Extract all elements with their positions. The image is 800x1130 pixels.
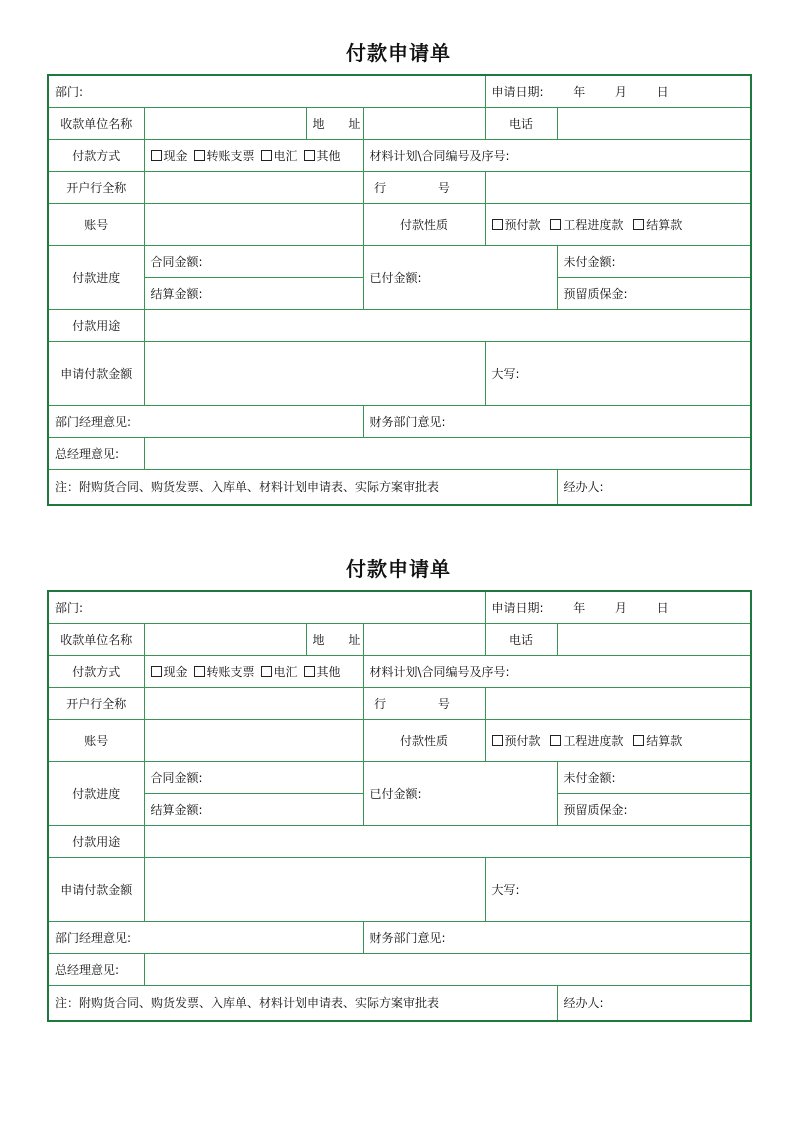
unpaid-amount-field[interactable] — [557, 245, 751, 277]
form-table — [47, 590, 752, 1022]
contract-amount-label: 合同金额: — [150, 770, 203, 785]
apply-date-field[interactable] — [485, 75, 751, 107]
contract-ref-field[interactable] — [363, 139, 751, 171]
bank-name-label: 开户行全称 — [48, 171, 144, 203]
form-title: 付款申请单 — [346, 557, 451, 581]
phone-label: 电话 — [485, 623, 557, 655]
date-day: 日 — [656, 84, 669, 99]
unpaid-amount-label: 未付金额: — [563, 254, 616, 269]
payee-label: 收款单位名称 — [48, 107, 144, 139]
phone-value[interactable] — [557, 623, 751, 655]
pay-method-options — [144, 655, 363, 687]
date-day: 日 — [656, 600, 669, 615]
dept-manager-label: 部门经理意见: — [55, 930, 132, 945]
paid-amount-field[interactable] — [363, 245, 557, 309]
bank-name-value[interactable] — [144, 171, 363, 203]
pay-nature-settlement[interactable]: 结算款 — [633, 218, 682, 232]
pay-nature-label: 付款性质 — [363, 719, 485, 761]
apply-date-label: 申请日期: — [491, 600, 544, 615]
note-text: 注：附购货合同、购货发票、入库单、材料计划申请表、实际方案审批表 — [48, 469, 557, 505]
apply-date-label: 申请日期: — [491, 84, 544, 99]
department-label: 部门: — [55, 84, 84, 99]
account-value[interactable] — [144, 203, 363, 245]
finance-opinion-field[interactable] — [363, 405, 751, 437]
contract-ref-label: 材料计划\合同编号及序号: — [369, 148, 510, 163]
address-label: 地 址 — [306, 623, 363, 655]
payment-request-form-2 — [47, 554, 750, 1022]
phone-label: 电话 — [485, 107, 557, 139]
gm-label: 总经理意见: — [48, 437, 144, 469]
payee-label: 收款单位名称 — [48, 623, 144, 655]
checkbox-icon — [304, 150, 315, 161]
phone-value[interactable] — [557, 107, 751, 139]
form-title: 付款申请单 — [346, 41, 451, 65]
contract-amount-field[interactable] — [144, 245, 363, 277]
checkbox-icon — [550, 219, 561, 230]
checkbox-icon — [151, 150, 162, 161]
checkbox-icon — [633, 735, 644, 746]
retention-field[interactable] — [557, 277, 751, 309]
bank-no-label: 行 号 — [363, 171, 485, 203]
pay-nature-options — [485, 719, 751, 761]
checkbox-icon — [194, 666, 205, 677]
settle-amount-field[interactable] — [144, 793, 363, 825]
gm-label: 总经理意见: — [48, 953, 144, 985]
checkbox-icon — [550, 735, 561, 746]
pay-method-cash[interactable]: 现金 — [151, 665, 188, 679]
pay-nature-advance[interactable]: 预付款 — [492, 734, 541, 748]
pay-method-label: 付款方式 — [48, 139, 144, 171]
address-label: 地 址 — [306, 107, 363, 139]
settle-amount-label: 结算金额: — [150, 802, 203, 817]
bank-no-label: 行 号 — [363, 687, 485, 719]
checkbox-icon — [261, 150, 272, 161]
paid-amount-field[interactable] — [363, 761, 557, 825]
purpose-value[interactable] — [144, 309, 751, 341]
pay-nature-options — [485, 203, 751, 245]
checkbox-icon — [492, 219, 503, 230]
checkbox-icon — [304, 666, 315, 677]
pay-nature-settlement[interactable]: 结算款 — [633, 734, 682, 748]
pay-nature-label: 付款性质 — [363, 203, 485, 245]
paid-amount-label: 已付金额: — [369, 786, 422, 801]
finance-label: 财务部门意见: — [369, 414, 446, 429]
capital-label: 大写: — [491, 882, 520, 897]
bank-no-value[interactable] — [485, 687, 751, 719]
contract-amount-field[interactable] — [144, 761, 363, 793]
request-amount-label: 申请付款金额 — [48, 857, 144, 921]
checkbox-icon — [633, 219, 644, 230]
pay-method-wire[interactable]: 电汇 — [261, 665, 298, 679]
finance-label: 财务部门意见: — [369, 930, 446, 945]
purpose-label: 付款用途 — [48, 309, 144, 341]
account-value[interactable] — [144, 719, 363, 761]
account-label: 账号 — [48, 203, 144, 245]
gm-opinion-value[interactable] — [144, 437, 751, 469]
purpose-label: 付款用途 — [48, 825, 144, 857]
unpaid-amount-field[interactable] — [557, 761, 751, 793]
handler-field[interactable] — [557, 469, 751, 505]
handler-label: 经办人: — [563, 480, 604, 495]
retention-label: 预留质保金: — [563, 286, 628, 301]
dept-manager-opinion-field[interactable] — [48, 921, 363, 953]
address-value[interactable] — [363, 623, 485, 655]
payment-request-form-1 — [47, 38, 750, 506]
paid-amount-label: 已付金额: — [369, 270, 422, 285]
settle-amount-label: 结算金额: — [150, 286, 203, 301]
pay-nature-progress[interactable]: 工程进度款 — [550, 734, 623, 748]
capital-amount-field[interactable] — [485, 857, 751, 921]
dept-manager-label: 部门经理意见: — [55, 414, 132, 429]
handler-field[interactable] — [557, 985, 751, 1021]
pay-nature-progress[interactable]: 工程进度款 — [550, 218, 623, 232]
department-label: 部门: — [55, 600, 84, 615]
bank-name-label: 开户行全称 — [48, 687, 144, 719]
checkbox-icon — [261, 666, 272, 677]
retention-label: 预留质保金: — [563, 802, 628, 817]
pay-method-other[interactable]: 其他 — [304, 149, 341, 163]
pay-method-cash[interactable]: 现金 — [151, 149, 188, 163]
date-year: 年 — [573, 600, 586, 615]
request-amount-value[interactable] — [144, 857, 485, 921]
request-amount-value[interactable] — [144, 341, 485, 405]
department-field[interactable] — [48, 75, 485, 107]
date-month: 月 — [614, 600, 627, 615]
pay-method-check[interactable]: 转账支票 — [194, 665, 255, 679]
form-table — [47, 74, 752, 506]
bank-no-value[interactable] — [485, 171, 751, 203]
date-year: 年 — [573, 84, 586, 99]
checkbox-icon — [492, 735, 503, 746]
retention-field[interactable] — [557, 793, 751, 825]
gm-opinion-value[interactable] — [144, 953, 751, 985]
contract-ref-field[interactable] — [363, 655, 751, 687]
note-text: 注：附购货合同、购货发票、入库单、材料计划申请表、实际方案审批表 — [48, 985, 557, 1021]
pay-method-other[interactable]: 其他 — [304, 665, 341, 679]
capital-amount-field[interactable] — [485, 341, 751, 405]
date-month: 月 — [614, 84, 627, 99]
pay-method-label: 付款方式 — [48, 655, 144, 687]
department-field[interactable] — [48, 591, 485, 623]
progress-label: 付款进度 — [48, 245, 144, 309]
unpaid-amount-label: 未付金额: — [563, 770, 616, 785]
checkbox-icon — [194, 150, 205, 161]
pay-method-options — [144, 139, 363, 171]
apply-date-field[interactable] — [485, 591, 751, 623]
pay-nature-advance[interactable]: 预付款 — [492, 218, 541, 232]
contract-ref-label: 材料计划\合同编号及序号: — [369, 664, 510, 679]
payee-value[interactable] — [144, 107, 306, 139]
payee-value[interactable] — [144, 623, 306, 655]
progress-label: 付款进度 — [48, 761, 144, 825]
capital-label: 大写: — [491, 366, 520, 381]
checkbox-icon — [151, 666, 162, 677]
handler-label: 经办人: — [563, 996, 604, 1011]
bank-name-value[interactable] — [144, 687, 363, 719]
pay-method-wire[interactable]: 电汇 — [261, 149, 298, 163]
request-amount-label: 申请付款金额 — [48, 341, 144, 405]
pay-method-check[interactable]: 转账支票 — [194, 149, 255, 163]
purpose-value[interactable] — [144, 825, 751, 857]
contract-amount-label: 合同金额: — [150, 254, 203, 269]
address-value[interactable] — [363, 107, 485, 139]
finance-opinion-field[interactable] — [363, 921, 751, 953]
settle-amount-field[interactable] — [144, 277, 363, 309]
dept-manager-opinion-field[interactable] — [48, 405, 363, 437]
account-label: 账号 — [48, 719, 144, 761]
